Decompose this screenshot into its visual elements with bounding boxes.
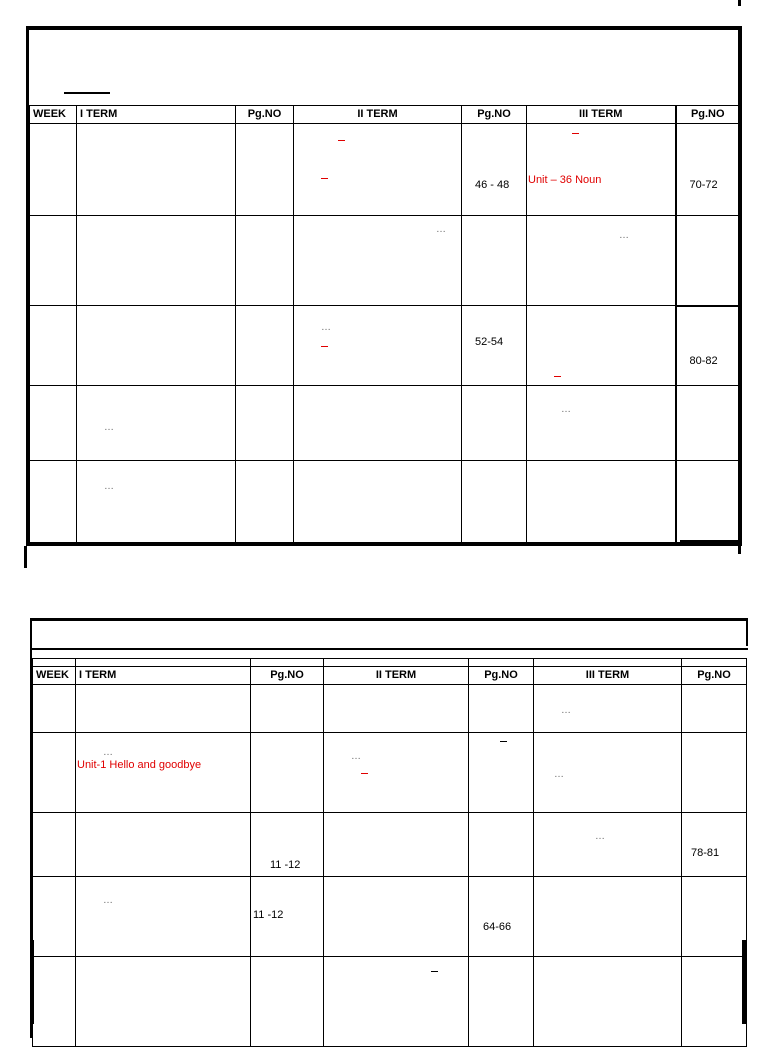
pg1-cell [236, 386, 294, 461]
pg2-value: 64-66 [483, 921, 512, 933]
term3-cell [534, 813, 682, 877]
table1-title-underline [64, 92, 110, 94]
red-dash [572, 133, 579, 134]
term2-cell [324, 877, 469, 957]
pg3-value: 80-82 [689, 354, 718, 367]
table2-right-edge [746, 618, 748, 646]
spacer-cell [251, 659, 324, 667]
term3-cell [534, 957, 682, 1047]
term3-cell [527, 124, 676, 216]
pg1-cell [251, 685, 324, 733]
ellipsis: … [436, 224, 447, 235]
table-row [30, 386, 740, 461]
term1-cell [76, 957, 251, 1047]
pg1-cell [236, 461, 294, 543]
spacer-cell [76, 659, 251, 667]
term3-cell [527, 461, 676, 543]
week-cell [30, 216, 77, 306]
pg1-cell [236, 306, 294, 386]
ellipsis: … [561, 705, 572, 716]
red-dash [338, 140, 345, 141]
term1-cell [76, 877, 251, 957]
pg1-value: 11 -12 [253, 909, 284, 921]
term2-cell [294, 461, 462, 543]
pg3-cell [676, 124, 740, 216]
term2-cell [294, 216, 462, 306]
week-cell [33, 957, 76, 1047]
week-cell [33, 733, 76, 813]
col-term1: I TERM [76, 667, 251, 685]
term3-cell [527, 306, 676, 386]
term1-cell [77, 386, 236, 461]
pg1-cell [251, 957, 324, 1047]
term1-cell [76, 733, 251, 813]
col-pg2: Pg.NO [462, 106, 527, 124]
table1-left-tail [24, 546, 27, 568]
col-term3: III TERM [534, 667, 682, 685]
ellipsis: … [104, 422, 115, 433]
term2-cell [294, 306, 462, 386]
pg2-value: 52-54 [475, 336, 504, 348]
pg2-value: 46 - 48 [475, 179, 510, 191]
table-row [30, 124, 740, 216]
red-dash [321, 178, 328, 179]
col-term1: I TERM [77, 106, 236, 124]
pg3-cell [676, 461, 740, 543]
term2-cell [324, 813, 469, 877]
table-row [33, 685, 747, 733]
pg3-value: 70-72 [689, 179, 718, 191]
week-cell [30, 306, 77, 386]
term2-cell [294, 386, 462, 461]
term3-cell [534, 733, 682, 813]
table-row [33, 877, 747, 957]
term1-cell [77, 461, 236, 543]
pg3-cell [682, 877, 747, 957]
pg2-cell [462, 124, 527, 216]
spacer-cell [682, 659, 747, 667]
week-cell [33, 685, 76, 733]
table-row [33, 813, 747, 877]
col-week: WEEK [30, 106, 77, 124]
table-row [30, 306, 740, 386]
pg3-cell [682, 957, 747, 1047]
black-dash [500, 741, 507, 742]
table2-header-row [33, 667, 747, 685]
term1-cell [77, 124, 236, 216]
week-cell [30, 461, 77, 543]
black-dash [431, 971, 438, 972]
term3-cell [527, 216, 676, 306]
term1-cell [77, 216, 236, 306]
term1-cell [76, 813, 251, 877]
pg1-cell [251, 733, 324, 813]
table1-header-row [30, 106, 740, 124]
ellipsis: … [103, 895, 114, 906]
red-dash [321, 346, 328, 347]
table-row [33, 733, 747, 813]
term1-text: Unit-1 Hello and goodbye [77, 759, 202, 771]
term1-cell [77, 306, 236, 386]
pg1-cell [236, 124, 294, 216]
table2-spacer-row [33, 659, 747, 667]
pg2-cell [469, 733, 534, 813]
pg1-cell [251, 877, 324, 957]
col-pg3: Pg.NO [682, 667, 747, 685]
pg2-cell [469, 877, 534, 957]
term3-cell [534, 685, 682, 733]
red-dash [554, 376, 561, 377]
table1 [29, 105, 740, 543]
term2-cell [324, 733, 469, 813]
pg3-cell [676, 386, 740, 461]
spacer-cell [469, 659, 534, 667]
pg3-value: 78-81 [691, 847, 720, 859]
ellipsis: … [321, 322, 332, 333]
ellipsis: … [104, 481, 115, 492]
ellipsis: … [619, 230, 630, 241]
pg2-cell [462, 306, 527, 386]
week-cell [33, 813, 76, 877]
ellipsis: … [103, 747, 114, 758]
spacer-cell [33, 659, 76, 667]
spacer-cell [324, 659, 469, 667]
spacer-cell [534, 659, 682, 667]
col-pg2: Pg.NO [469, 667, 534, 685]
pg1-value: 11 -12 [270, 859, 301, 871]
col-pg1: Pg.NO [236, 106, 294, 124]
pg3-cell [682, 813, 747, 877]
week-cell [30, 124, 77, 216]
pg2-cell [469, 957, 534, 1047]
term2-cell [294, 124, 462, 216]
term3-cell [527, 386, 676, 461]
ellipsis: … [595, 831, 606, 842]
table-row [33, 957, 747, 1047]
corner-mark [738, 0, 741, 6]
ellipsis: … [554, 769, 565, 780]
pg2-cell [462, 216, 527, 306]
col-pg3: Pg.NO [676, 106, 740, 124]
pg3-cell [676, 306, 740, 386]
pg3-cell [682, 733, 747, 813]
ellipsis: … [561, 404, 572, 415]
col-term2: II TERM [324, 667, 469, 685]
term3-text: Unit – 36 Noun [528, 174, 602, 186]
table-row [30, 461, 740, 543]
pg2-cell [462, 386, 527, 461]
table2-title-line [30, 648, 748, 650]
table2 [32, 658, 747, 1047]
term3-cell [534, 877, 682, 957]
term2-cell [324, 685, 469, 733]
col-term3: III TERM [527, 106, 676, 124]
col-term2: II TERM [294, 106, 462, 124]
pg1-cell [236, 216, 294, 306]
term1-cell [76, 685, 251, 733]
pg1-cell [251, 813, 324, 877]
term2-cell [324, 957, 469, 1047]
pg2-cell [469, 813, 534, 877]
week-cell [30, 386, 77, 461]
col-week: WEEK [33, 667, 76, 685]
pg3-cell [682, 685, 747, 733]
table-row [30, 216, 740, 306]
pg3-cell [676, 216, 740, 306]
pg2-cell [469, 685, 534, 733]
col-pg1: Pg.NO [251, 667, 324, 685]
ellipsis: … [351, 751, 362, 762]
week-cell [33, 877, 76, 957]
pg2-cell [462, 461, 527, 543]
red-dash [361, 773, 368, 774]
